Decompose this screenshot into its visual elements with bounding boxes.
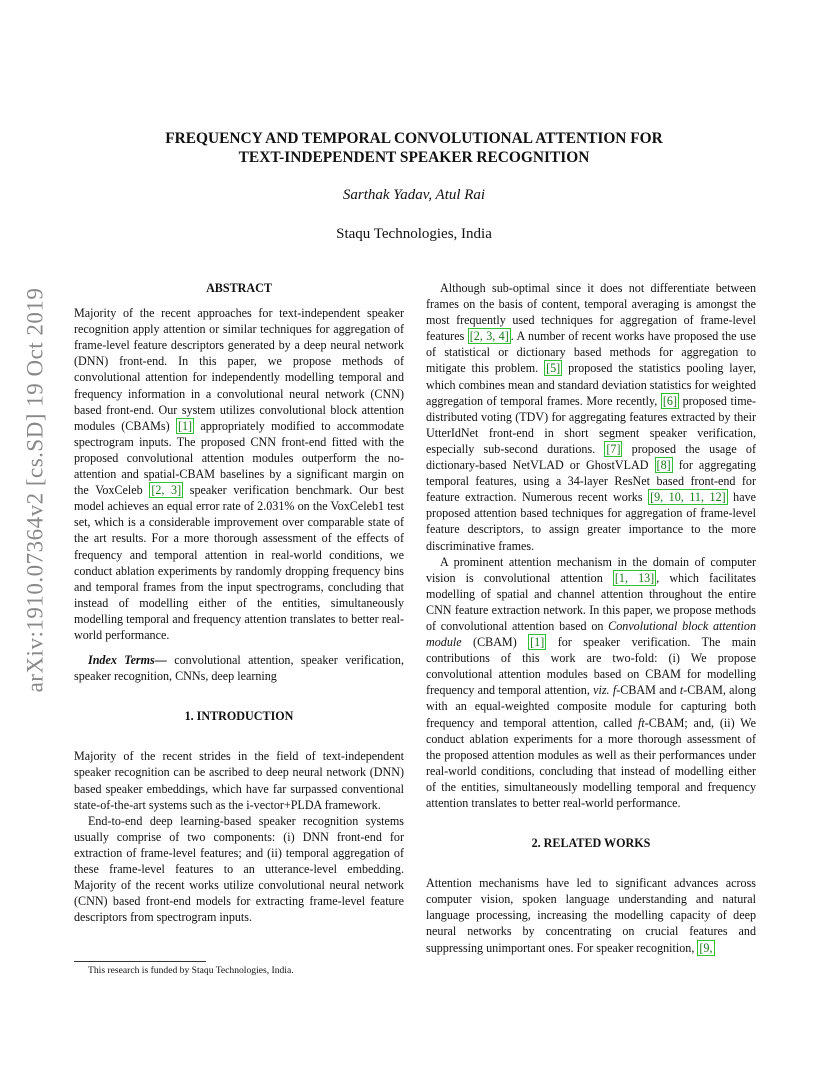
paper-title — [100, 129, 728, 167]
citation-link[interactable]: [2, 3, 4] — [469, 329, 509, 344]
citation-link[interactable]: [9, — [699, 940, 713, 955]
title-line-2: TEXT-INDEPENDENT SPEAKER RECOGNITION — [238, 149, 590, 166]
citation-link[interactable]: [1] — [530, 635, 545, 650]
introduction-heading: 1. INTRODUCTION — [184, 709, 294, 724]
arxiv-identifier-text: arXiv:1910.07364v2 [cs.SD] 19 Oct 2019 — [22, 287, 48, 693]
title-line-1: FREQUENCY AND TEMPORAL CONVOLUTIONAL ATTENTION FOR — [165, 130, 663, 147]
footnote-divider — [74, 961, 206, 962]
citation-link[interactable]: [2, 3] — [151, 483, 182, 498]
affiliation: Staqu Technologies, India — [336, 226, 492, 242]
citation-link[interactable]: [1] — [177, 418, 193, 433]
index-terms-label: Index Terms— — [88, 653, 167, 668]
aggregation-paragraph: Although sub-optimal since it does not differentiate between frames on the basis of content, temporal averaging is amongst the most frequently used techniques for aggregation of frame-level features [2, 3, 4] . A number of recent works have proposed the use of statistical or dictionary based methods for aggregation to mitigate this problem. [5] proposed the statistics pooling layer, which combines mean and standard deviation statistics for weighted aggregation of temporal frames. More recently, [6] proposed time-distributed voting (TDV) for aggregating features extracted by their UtterIdNet front-end in short segment speaker verification, especially sub-second durations. [7] proposed the usage of dictionary-based NetVLAD or GhostVLAD [8] for aggregating temporal features, using a 34-layer ResNet based front-end for feature extraction. Numerous recent works [9, 10, 11, 12] have proposed attention based techniques for aggregation of frame-level feature descriptors, to assign greater importance to the more discriminative frames. — [426, 281, 757, 553]
intro-paragraph-2: End-to-end deep learning-based speaker recognition systems usually comprise of two components: (i) DNN front-end for extraction of frame-level features; and (ii) temporal aggregation of these frame-level features to an utterance-level embedding. Majority of the recent works utilize convolutional neural network (CNN) based front-end models for extracting frame-level feature descriptors from spectrogram inputs. — [74, 813, 404, 925]
arxiv-identifier — [22, 287, 48, 693]
citation-link[interactable]: [7] — [606, 441, 621, 456]
citation-link[interactable]: [6] — [662, 393, 677, 408]
intro-paragraph-1: Majority of the recent strides in the field of text-independent speaker recognition can be ascribed to deep neural network (DNN) based speaker embeddings, which have far surpassed conventional state-of-the-art systems such as the i-vector+PLDA framework. — [74, 749, 404, 812]
author-list: Sarthak Yadav, Atul Rai — [342, 187, 486, 203]
related-works-heading: 2. RELATED WORKS — [531, 836, 651, 851]
left-column — [74, 280, 404, 925]
citation-link[interactable]: [8] — [656, 458, 671, 473]
citation-link[interactable]: [5] — [546, 361, 561, 376]
citation-link[interactable]: [1, 13] — [614, 570, 655, 585]
citation-link[interactable]: [9, 10, 11, 12] — [650, 490, 726, 505]
related-works-paragraph: Attention mechanisms have led to significant advances across computer vision, spoken language understanding and natural language processing, increasing the modelling capacity of deep neural networks by concentrating on crucial features and suppressing unimportant ones. For speaker recognition, [9, — [426, 876, 756, 955]
funding-footnote: This research is funded by Staqu Technologies, India. — [88, 965, 294, 976]
abstract-heading: ABSTRACT — [206, 281, 272, 295]
right-column — [426, 280, 756, 956]
abstract-text: Majority of the recent approaches for text-independent speaker recognition apply attention or similar techniques for aggregation of frame-level feature descriptors generated by a deep neural network (DNN) front-end. In this paper, we propose methods of convolutional attention for independently modelling temporal and frequency information in a convolutional neural network (CNN) based front-end. Our system utilizes convolutional block attention modules (CBAMs) [1] appropriately modified to accommodate spectrogram inputs. The proposed CNN front-end fitted with the proposed convolutional attention modules outperform the no-attention and spatial-CBAM baselines by a significant margin on the VoxCeleb [2, 3] speaker verification benchmark. Our best model achieves an equal error rate of 2.031% on the VoxCeleb1 test set, which is a considerable improvement over comparable state of the art results. For a more thorough assessment of the effects of frequency and temporal attention in real-world conditions, we conduct ablation experiments by randomly dropping frequency bins and temporal frames from the input spectrograms, concluding that instead of modelling either of the entities, simultaneously modelling temporal and frequency attention translates to better real-world performance. — [74, 306, 404, 642]
attention-paragraph: A prominent attention mechanism in the domain of computer vision is convolutional attention [1, 13] , which facilitates modelling of spatial and channel attention throughout the entire CNN feature extraction network. In this paper, we propose methods of convolutional attention based on Convolutional block attention module (CBAM) [1] for speaker verification. The main contributions of this work are two-fold: (i) We propose convolutional attention modules based on CBAM for modelling frequency and temporal attention, viz. f-CBAM and t-CBAM, along with an equal-weighted composite module for capturing both frequency and temporal attention, called ft-CBAM; and, (ii) We conduct ablation experiments for a more thorough assessment of the proposed attention modules as well as their performances under real-world conditions, concluding that instead of modelling either of the entities, simultaneously modelling temporal and frequency attention translates to better real-world performance. — [426, 554, 756, 810]
index-terms: Index Terms— convolutional attention, speaker verification, speaker recognition, CNNs, deep learning — [74, 653, 404, 684]
